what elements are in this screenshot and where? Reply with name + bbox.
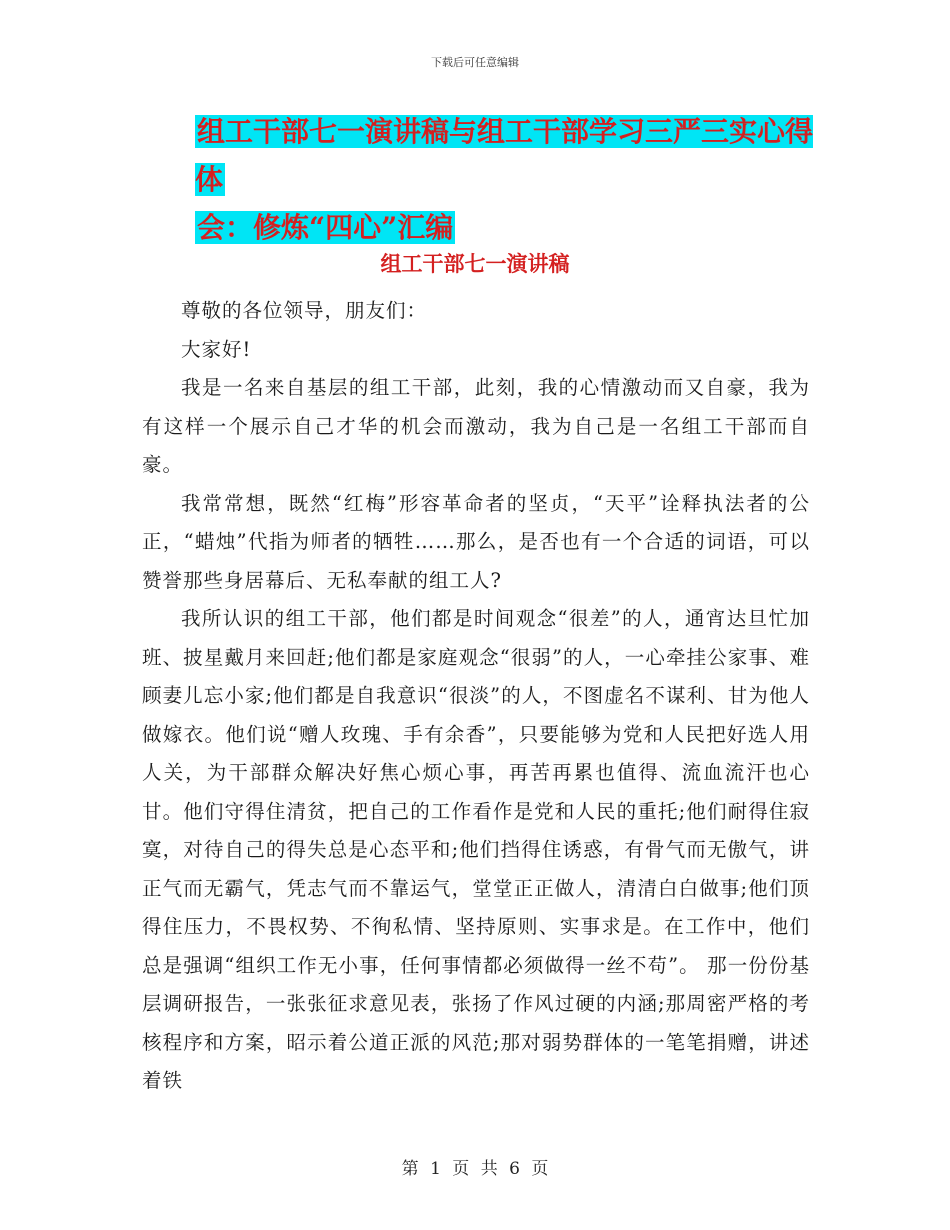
header-note: 下载后可任意编辑 bbox=[431, 56, 519, 69]
document-title bbox=[195, 108, 815, 252]
document-title-line-1: 组工干部七一演讲稿与组工干部学习三严三实心得体 bbox=[195, 115, 814, 196]
body-paragraph: 我是一名来自基层的组工干部，此刻，我的心情激动而又自豪，我为有这样一个展示自己才华的机会而激动，我为自己是一名组工干部而自豪。 bbox=[142, 376, 810, 476]
footer-page-number: 1 bbox=[430, 1159, 441, 1179]
footer-total-prefix: 共 bbox=[480, 1159, 498, 1179]
footer-page-mid: 页 bbox=[452, 1159, 470, 1179]
page-footer bbox=[0, 1154, 950, 1179]
body-paragraph: 我常常想，既然“红梅”形容革命者的坚贞，“天平”诠释执法者的公正，“蜡烛”代指为师者的牺牲……那么，是否也有一个合适的词语，可以赞誉那些身居幕后、无私奉献的组工人? bbox=[142, 491, 810, 592]
body-paragraph: 我所认识的组工干部，他们都是时间观念“很差”的人，通宵达旦忙加班、披星戴月来回赶;他们都是家庭观念“很弱”的人，一心牵挂公家事、难顾妻儿忘小家;他们都是自我意识“很淡”的人，不图虚名不谋利、甘为他人做嫁衣。他们说“赠人玫瑰、手有余香”，只要能够为党和人民把好选人用人关，为干部群众解决好焦心烦心事，再苦再累也值得、流血流汗也心甘。他们守得住清贫，把自己的工作看作是党和人民的重托;他们耐得住寂寞，对待自己的得失总是心态平和;他们挡得住诱惑，有骨气而无傲气，讲正气而无霸气，凭志气而不靠运气，堂堂正正做人，清清白白做事;他们顶得住压力，不畏权势、不徇私情、坚持原则、实事求是。在工作中，他们总是强调“组织工作无小事，任何事情都必须做得一丝不苟”。 那一份份基层调研报告，一张张征求意见表，张扬了作风过硬的内涵;那周密严格的考核程序和方案，昭示着公道正派的风范;那对弱势群体的一笔笔捐赠，讲述着铁 bbox=[142, 607, 810, 1092]
salutation-paragraph: 尊敬的各位领导，朋友们： bbox=[181, 299, 428, 322]
document-body bbox=[142, 292, 810, 1101]
footer-total-pages: 6 bbox=[509, 1159, 520, 1179]
footer-page-prefix: 第 bbox=[401, 1159, 419, 1179]
document-title-line-2: 会：修炼“四心”汇编 bbox=[197, 211, 454, 244]
section-heading: 组工干部七一演讲稿 bbox=[380, 251, 570, 276]
footer-total-suffix: 页 bbox=[531, 1159, 549, 1179]
greeting-paragraph: 大家好! bbox=[181, 337, 252, 361]
